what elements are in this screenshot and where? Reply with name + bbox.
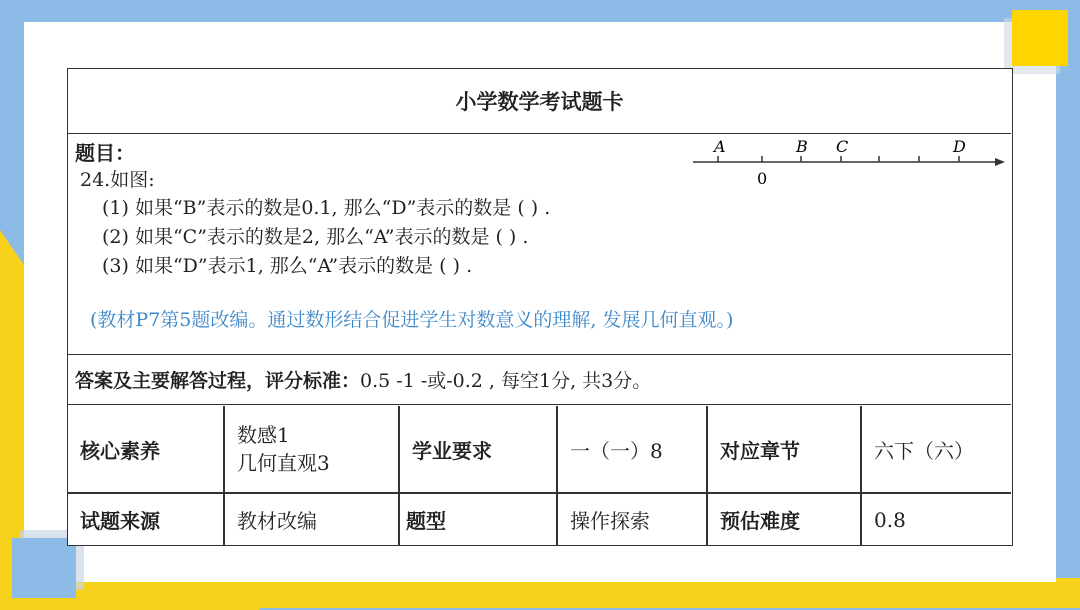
question-part-2: (2) 如果“C”表示的数是2, 那么“A”表示的数是 ( ) . [102, 226, 529, 248]
question-note: (教材P7第5题改编。通过数形结合促进学生对数意义的理解, 发展几何直观。) [90, 309, 734, 331]
decor-yellow-square [1012, 10, 1068, 66]
core-literacy-value-2: 几何直观3 [237, 451, 330, 475]
academic-requirement-value: 一（一）8 [570, 438, 663, 463]
question-part-3: (3) 如果“D”表示1, 那么“A”表示的数是 ( ) . [102, 255, 473, 277]
header-source: 试题来源 [80, 509, 160, 533]
point-d-label: D [953, 137, 966, 156]
question-label: 题目： [75, 141, 135, 165]
header-core-literacy: 核心素养 [80, 438, 160, 463]
source-value: 教材改编 [237, 509, 317, 533]
header-difficulty: 预估难度 [720, 509, 800, 533]
point-c-label: C [836, 137, 849, 156]
background-top [0, 0, 1080, 22]
zero-label: 0 [757, 169, 768, 188]
chapter-value: 六下（六） [874, 438, 974, 463]
answer-section [68, 355, 1011, 405]
number-line-figure [693, 135, 1013, 195]
answer-label: 答案及主要解答过程，评分标准： [75, 370, 361, 392]
decor-blue-square [12, 538, 76, 598]
background-yellow-strip [0, 578, 1080, 608]
header-chapter: 对应章节 [720, 438, 800, 463]
card-title: 小学数学考试题卡 [68, 69, 1011, 134]
point-b-label: B [796, 137, 808, 156]
question-type-value: 操作探索 [570, 509, 650, 533]
exam-card [67, 68, 1013, 546]
question-intro: 24.如图: [80, 169, 155, 191]
info-table [68, 406, 1011, 545]
answer-text: 0.5 -1 -或-0.2 , 每空1分, 共3分。 [360, 370, 652, 392]
core-literacy-value-1: 数感1 [237, 423, 290, 447]
question-part-1: (1) 如果“B”表示的数是0.1, 那么“D”表示的数是 ( ) . [102, 197, 551, 219]
difficulty-value: 0.8 [874, 507, 906, 532]
point-a-label: A [714, 137, 726, 156]
header-question-type: 题型 [406, 509, 446, 533]
core-literacy-value [225, 406, 398, 492]
header-academic-requirement: 学业要求 [412, 438, 492, 463]
